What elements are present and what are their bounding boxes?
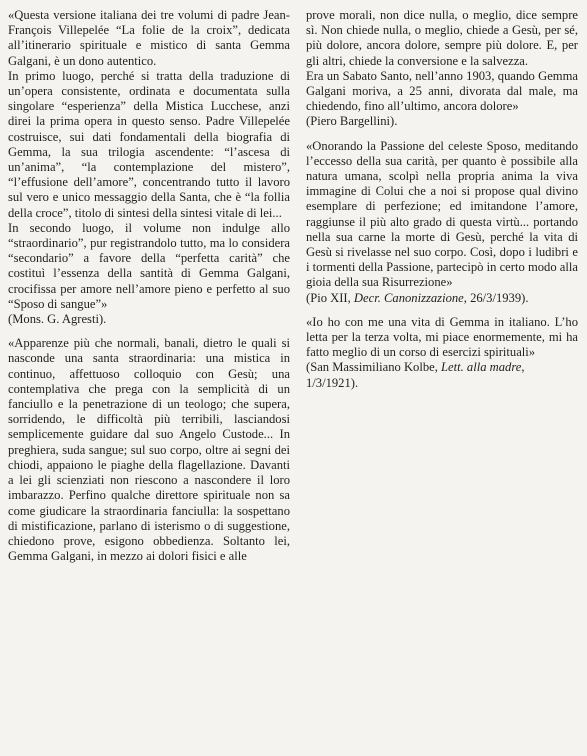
quote-bargellini-continued (306, 8, 578, 130)
right-column (306, 8, 578, 391)
left-column (8, 8, 290, 564)
quote-attribution (306, 360, 578, 390)
attribution-author: (Pio XII, (306, 290, 354, 305)
quote-bargellini (8, 336, 290, 564)
quote-paragraph: prove morali, non dice nulla, o meglio, dice sempre sì. Non chiede nulla, o meglio, chiede a Gesù, per sé, più dolore, ancora dolore, sempre più dolore. E, per gli altri, chiede la conversione e la salvezza. (306, 8, 578, 68)
quote-pio-xii (306, 139, 578, 306)
quote-attribution (306, 291, 578, 306)
attribution-date: , 1/3/1921). (306, 360, 525, 390)
quote-paragraph: «Questa versione italiana dei tre volumi di padre Jean-François Villepelée “La folie de la croix”, dedicata all’itinerario spirituale e mistico di santa Gemma Galgani, è un dono autentico. (8, 8, 290, 68)
quote-paragraph: Era un Sabato Santo, nell’anno 1903, quando Gemma Galgani moriva, a 25 anni, divorata dal male, ma chiedendo, fino all’ultimo, ancora dolore» (306, 68, 578, 114)
quote-paragraph: In primo luogo, perché si tratta della traduzione di un’opera consistente, ordinata e documentata sulla singolare “esperienza” della Mistica Lucchese, anzi direi la prima opera in questo senso. Padre Villepelée costruisce, sui dati fondamentali della biografia di Gemma, la sua trilogia ascendente: “l’ascesa di un’anima”, “la contemplazione del mistero”, “l’effusione dell’amore”, concentrando tutto il lavoro sul vero e unico messaggio della Santa, che è “la follia della croce”, titolo di sintesi della sintesi vitale di lei... (8, 68, 290, 220)
quote-paragraph: «Apparenze più che normali, banali, dietro le quali si nasconde una santa straordinaria: una mistica in continuo, affettuoso colloquio con Gesù; una contemplativa che prega con la semplicità di un fanciullo e la penetrazione di un teologo; che supera, sorridendo, le difficoltà più terribili, lasciandosi semplicemente guidare dal suo Angelo Custode... In preghiera, suda sangue; sul suo corpo, oltre ai segni dei chiodi, appaiono le piaghe della flagellazione. Davanti a lei gli scienziati non riescono a nascondere il loro imbarazzo. Perfino qualche direttore spirituale non sa come giudicare la straordinaria fanciulla: la sospettano di mistificazione, parlano di isterismo o di suggestione, chiedono prove, esigono obbedienza. Soltanto lei, Gemma Galgani, in mezzo ai dolori fisici e alle (8, 336, 290, 564)
quote-paragraph: In secondo luogo, il volume non indulge allo “straordinario”, pur registrandolo tutto, ma lo considera “secondario” a favore della “perfetta carità” che costituì l’essenza della santità di Gemma Galgani, crocifissa per amore nell’amore pieno e perfetto al suo “Sposo di sangue”» (8, 220, 290, 311)
quote-paragraph: «Onorando la Passione del celeste Sposo, meditando l’eccesso della sua carità, per quanto è possibile alla natura umana, scolpì nella propria anima la viva immagine di Colui che a noi si propose qual divino esemplare di perfezione; ed imitandone l’amore, raggiunse il più alto grado di questa virtù... portando nella sua carne la morte di Gesù, perché la vita di Gesù si rivelasse nel suo corpo. Così, dopo i ludibri e i tormenti della Passione, partecipò in certo modo alla gioia della sua Risurrezione» (306, 138, 578, 290)
attribution-work: Lett. alla madre (441, 360, 522, 375)
quote-kolbe (306, 315, 578, 391)
attribution-author: (San Massimiliano Kolbe, (306, 360, 442, 375)
quote-attribution: (Piero Bargellini). (306, 114, 398, 129)
quote-attribution: (Mons. G. Agresti). (8, 312, 107, 327)
quote-agresti (8, 8, 290, 327)
attribution-date: , 26/3/1939). (463, 290, 529, 305)
attribution-work: Decr. Canonizzazione (353, 290, 464, 305)
quote-paragraph: «Io ho con me una vita di Gemma in italiano. L’ho letta per la terza volta, mi piace enormemente, mi ha fatto meglio di un corso di esercizi spirituali» (306, 314, 578, 360)
